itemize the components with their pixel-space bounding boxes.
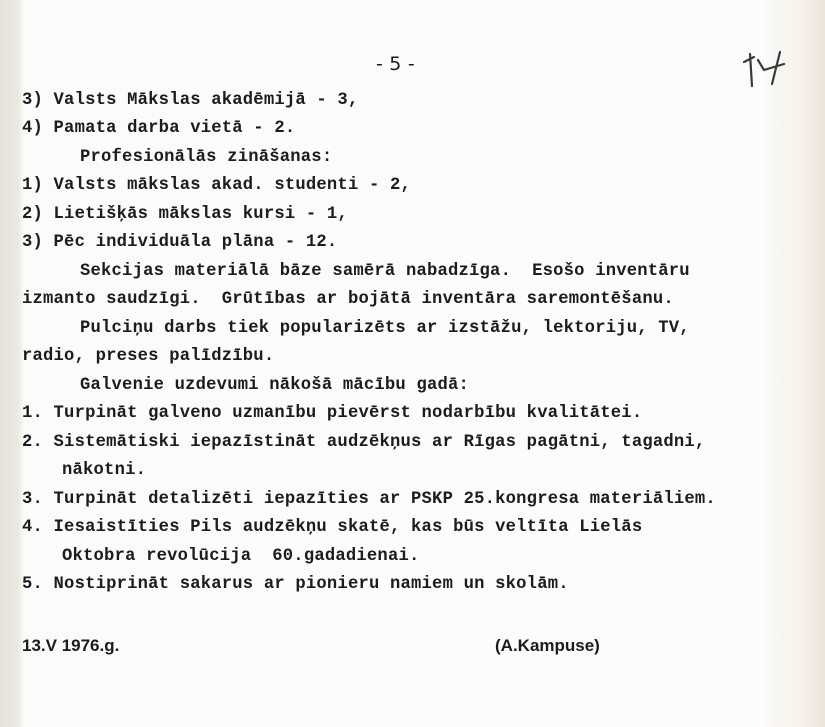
text-line: 4) Pamata darba vietā - 2. xyxy=(22,119,296,138)
list-item-continuation: Oktobra revolūcija 60.gadadienai. xyxy=(62,547,420,566)
text-line: 1) Valsts mākslas akad. studenti - 2, xyxy=(22,176,412,195)
section-heading: Galvenie uzdevumi nākošā mācību gadā: xyxy=(80,376,470,395)
paragraph-line: radio, preses palīdzību. xyxy=(22,347,275,366)
paragraph-line: Pulciņu darbs tiek popularizēts ar izstāžu, lektoriju, TV, xyxy=(80,319,690,338)
paragraph-line: izmanto saudzīgi. Grūtības ar bojātā inventāra saremontēšanu. xyxy=(22,290,674,309)
handwritten-page-mark xyxy=(740,48,790,88)
list-item: 2. Sistemātiski iepazīstināt audzēkņus ar Rīgas pagātni, tagadni, xyxy=(22,433,706,452)
list-item: 3. Turpināt detalizēti iepazīties ar PSKP 25.kongresa materiāliem. xyxy=(22,490,716,509)
list-item: 4. Iesaistīties Pils audzēkņu skatē, kas būs veltīta Lielās xyxy=(22,518,643,537)
text-line: 3) Pēc individuāla plāna - 12. xyxy=(22,233,338,252)
text-line: 2) Lietišķās mākslas kursi - 1, xyxy=(22,205,348,224)
handwritten-mark-icon xyxy=(740,48,790,88)
list-item-continuation: nākotni. xyxy=(62,461,147,480)
list-item: 5. Nostiprināt sakarus ar pionieru namiem un skolām. xyxy=(22,575,569,594)
document-date: 13.V 1976.g. xyxy=(22,636,120,655)
signature-name: (A.Kampuse) xyxy=(495,636,600,655)
text-line: 3) Valsts Mākslas akadēmijā - 3, xyxy=(22,91,359,110)
section-heading: Profesionālās zināšanas: xyxy=(80,148,333,167)
page-number: - 5 - xyxy=(376,53,415,75)
paragraph-line: Sekcijas materiālā bāze samērā nabadzīga. Esošo inventāru xyxy=(80,262,690,281)
list-item: 1. Turpināt galveno uzmanību pievērst nodarbību kvalitātei. xyxy=(22,404,643,423)
